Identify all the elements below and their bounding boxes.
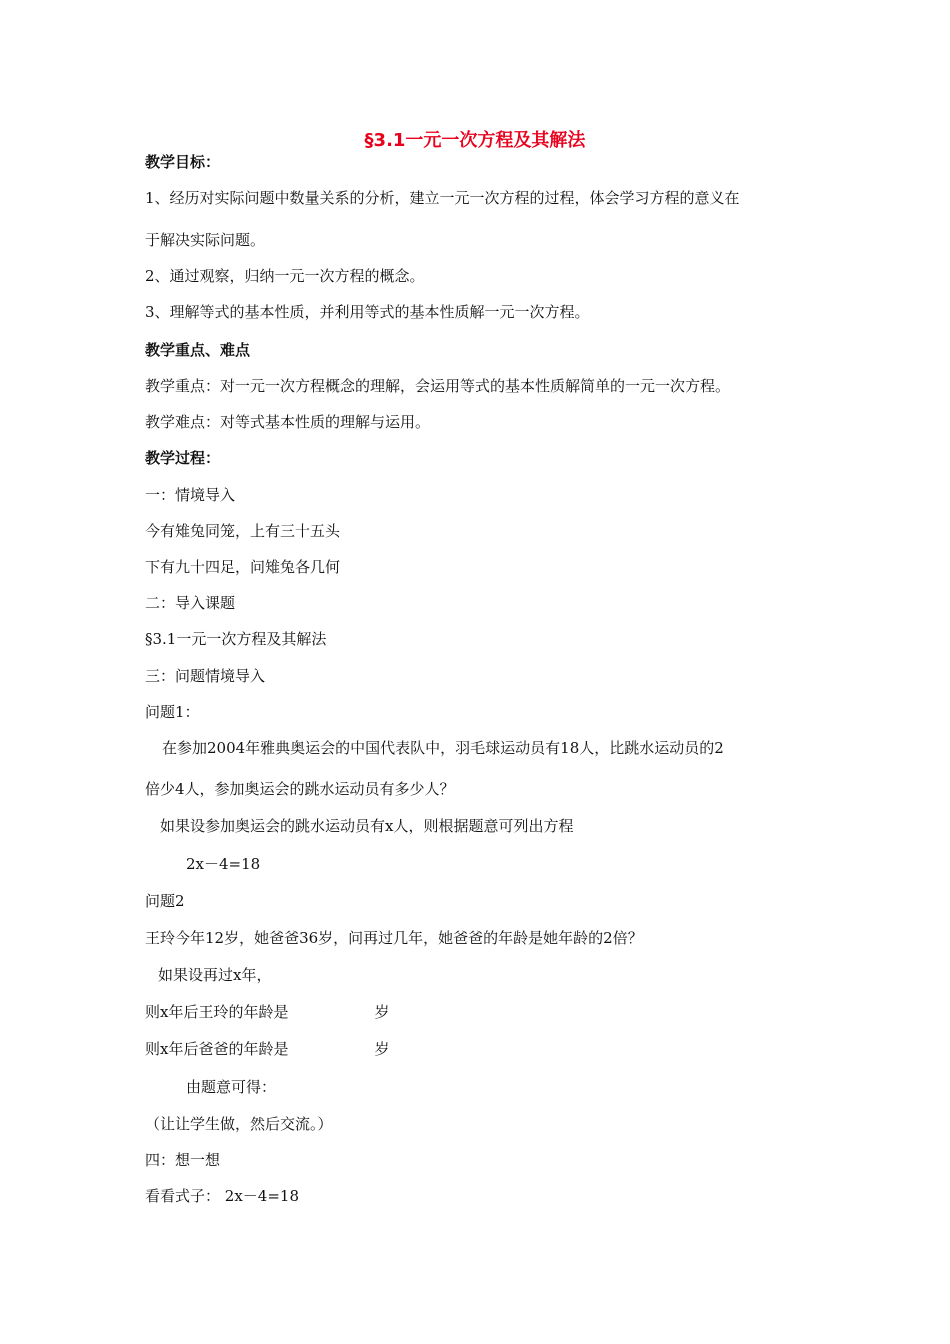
question-2-blank-line-1 [145,1002,389,1022]
question-1-label: 问题1： [145,703,200,721]
question-2-derive: 由题意可得： [186,1078,277,1096]
look-equation-line [145,1186,299,1206]
blank-line-1-text: 则x年后王玲的年龄是 [145,1003,289,1021]
goals-heading: 教学目标： [145,153,221,171]
section-2-heading: 二：导入课题 [145,594,236,612]
question-2-text: 王玲今年12岁，她爸爸36岁，问再过几年，她爸爸的年龄是她年龄的2倍？ [145,929,643,947]
section-3-heading: 三：问题情境导入 [145,667,266,685]
question-1-equation: 2x－4=18 [186,855,261,873]
goal-3: 3、理解等式的基本性质，并利用等式的基本性质解一元一次方程。 [145,303,590,321]
question-1-text-a: 在参加2004年雅典奥运会的中国代表队中，羽毛球运动员有18人，比跳水运动员的2 [162,739,724,757]
look-label: 看看式子： [145,1187,221,1205]
difficulty-point: 教学难点：对等式基本性质的理解与运用。 [145,413,431,431]
process-heading: 教学过程： [145,449,221,467]
section-1-heading: 一：情境导入 [145,486,236,504]
look-equation: 2x－4=18 [224,1187,299,1205]
goal-1-line-b: 于解决实际问题。 [145,231,266,249]
question-2-blank-line-2 [145,1039,389,1059]
poem-line-2: 下有九十四足，问雉兔各几何 [145,558,341,576]
document-title: §3.1一元一次方程及其解法 [364,130,586,151]
blank-line-1-unit: 岁 [374,1003,390,1021]
poem-line-1: 今有雉兔同笼，上有三十五头 [145,522,341,540]
question-2-label: 问题2 [145,892,185,910]
blank-line-2-text: 则x年后爸爸的年龄是 [145,1040,289,1058]
blank-line-2-unit: 岁 [374,1040,390,1058]
goal-2: 2、通过观察，归纳一元一次方程的概念。 [145,267,425,285]
section-4-heading: 四：想一想 [145,1151,221,1169]
question-1-text-b: 倍少4人，参加奥运会的跳水运动员有多少人？ [145,780,455,798]
lesson-topic: §3.1一元一次方程及其解法 [145,630,327,648]
question-2-setup: 如果设再过x年， [158,966,272,984]
key-point: 教学重点：对一元一次方程概念的理解，会运用等式的基本性质解简单的一元一次方程。 [145,377,731,395]
key-heading: 教学重点、难点 [145,341,251,359]
goal-1-line-a: 1、经历对实际问题中数量关系的分析，建立一元一次方程的过程，体会学习方程的意义在 [145,189,740,207]
question-2-note: （让让学生做，然后交流。） [145,1115,333,1133]
question-1-setup: 如果设参加奥运会的跳水运动员有x人，则根据题意可列出方程 [160,817,574,835]
